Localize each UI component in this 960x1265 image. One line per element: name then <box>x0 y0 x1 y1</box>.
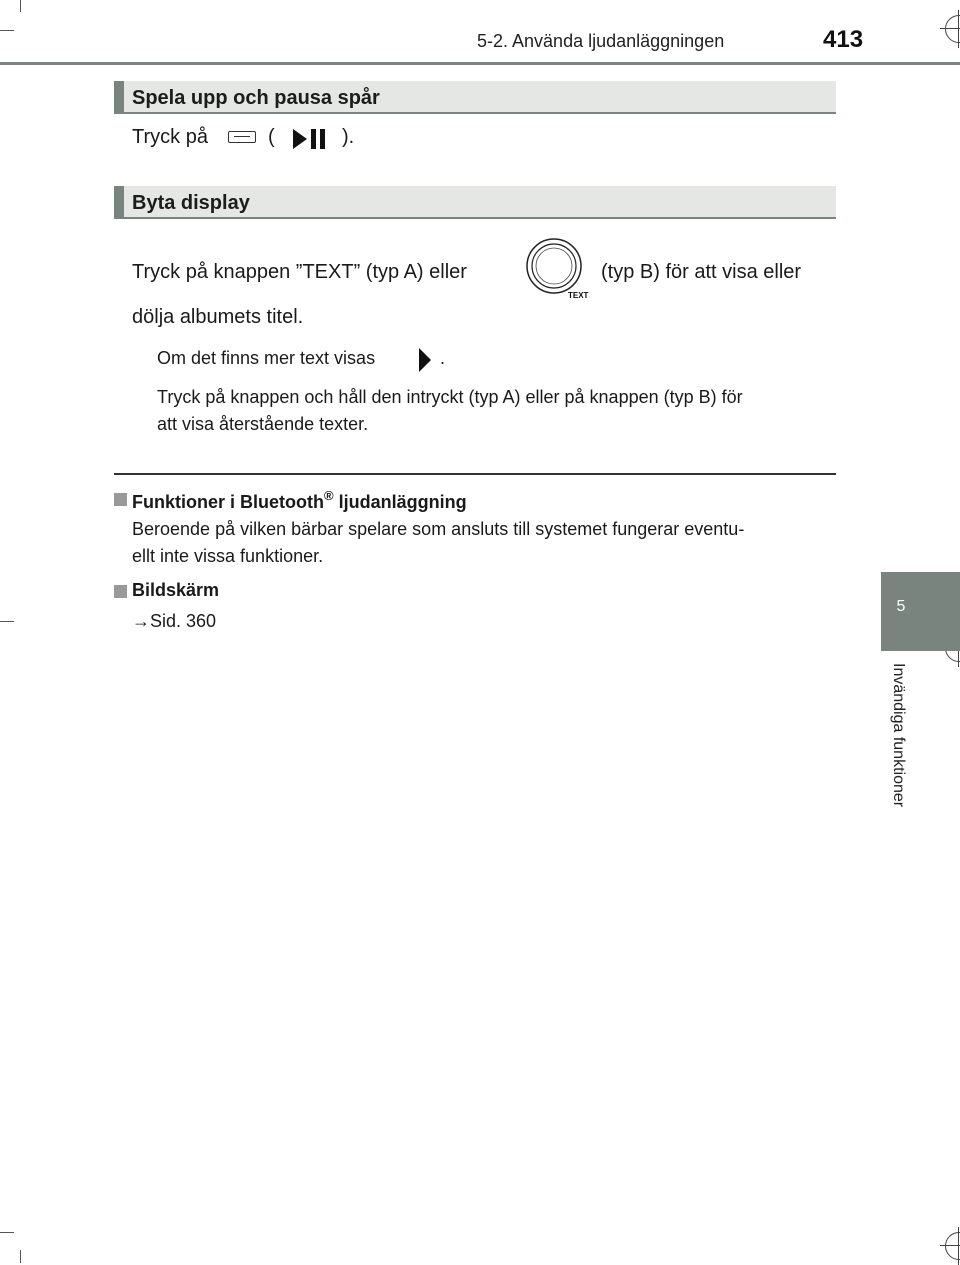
note-screen-ref-link[interactable]: →Sid. 360 <box>132 611 217 631</box>
crop-mark <box>20 0 21 12</box>
knob-label: TEXT <box>568 291 589 300</box>
section-heading-play-pause <box>114 81 836 114</box>
registered-mark: ® <box>323 488 334 503</box>
display-instruction-line1-start: Tryck på knappen ”TEXT” (typ A) eller <box>132 261 467 283</box>
paren-close: ). <box>342 126 355 148</box>
registration-mark-icon <box>945 15 960 43</box>
display-instruction-line1-end: (typ B) för att visa eller <box>601 261 802 283</box>
note-more-text-end: . <box>440 348 446 368</box>
note-bluetooth-title-rest: ljudanläggning <box>333 492 467 512</box>
crop-mark <box>0 621 14 622</box>
note-bluetooth-title-text: Funktioner i Bluetooth <box>132 492 324 512</box>
crop-mark <box>0 30 14 31</box>
crop-mark <box>0 1232 14 1233</box>
note-bluetooth-line1: Beroende på vilken bärbar spelare som ansluts till systemet fungerar eventu- <box>132 519 745 539</box>
section-heading-change-display <box>114 186 836 219</box>
note-screen-title: Bildskärm <box>132 580 220 600</box>
header-rule <box>0 62 960 65</box>
text-knob-icon <box>523 237 589 301</box>
section-heading-text: Spela upp och pausa spår <box>132 87 380 109</box>
chapter-label: Invändiga funktioner <box>890 663 907 808</box>
bullet-square-icon <box>114 493 127 506</box>
play-pause-icon <box>292 126 328 152</box>
note-bluetooth-line2: ellt inte vissa funktioner. <box>132 546 324 566</box>
button-icon <box>228 131 256 143</box>
header-section-title: 5-2. Använda ljudanläggningen <box>477 31 725 51</box>
note-bluetooth-title <box>132 488 467 513</box>
note-hold-line1: Tryck på knappen och håll den intryckt (typ A) eller på knappen (typ B) för <box>157 387 743 407</box>
section-divider <box>114 473 836 475</box>
note-more-text: Om det finns mer text visas <box>157 348 376 368</box>
play-pause-instruction: Tryck på <box>132 126 208 148</box>
page-number: 413 <box>823 26 864 53</box>
paren-open: ( <box>268 126 275 148</box>
display-instruction-line2: dölja albumets titel. <box>132 306 304 328</box>
chapter-number: 5 <box>896 598 906 615</box>
bullet-square-icon <box>114 585 127 598</box>
registration-mark-icon <box>945 1232 960 1260</box>
note-hold-line2: att visa återstående texter. <box>157 414 369 434</box>
arrow-right-icon <box>416 347 434 373</box>
crop-mark <box>20 1250 21 1263</box>
chapter-tab <box>881 572 960 651</box>
section-heading-text: Byta display <box>132 192 250 214</box>
